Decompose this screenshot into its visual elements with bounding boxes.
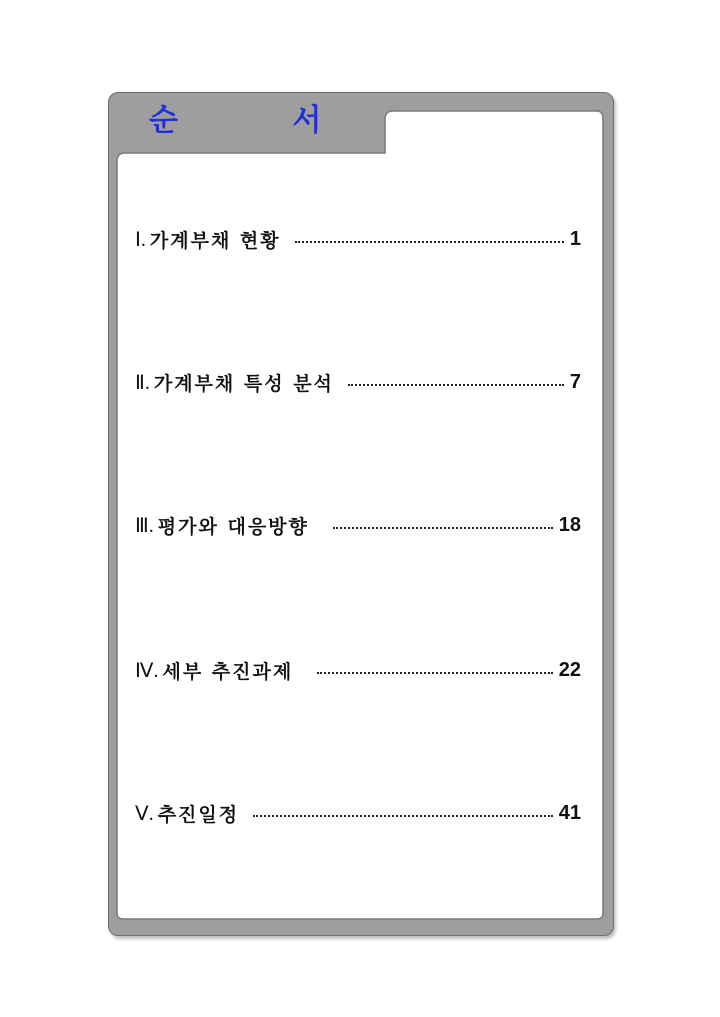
toc-entry-4[interactable]	[135, 655, 581, 685]
toc-entry-5[interactable]	[135, 798, 581, 828]
dot-leader	[333, 527, 553, 529]
toc-page-number: 41	[558, 801, 581, 824]
dot-leader	[295, 241, 564, 243]
toc-title: 평가와 대응방향	[157, 515, 309, 538]
toc-page-number: 18	[558, 513, 581, 536]
toc-numeral: Ⅲ.	[135, 514, 154, 537]
toc-page-number: 1	[569, 227, 581, 250]
toc-entry-2[interactable]	[135, 367, 581, 397]
toc-title: 가계부채 특성 분석	[153, 372, 334, 395]
toc-list	[109, 93, 613, 935]
toc-page-number: 7	[569, 370, 581, 393]
toc-entry-3[interactable]	[135, 510, 581, 540]
page-title: 순 서	[149, 103, 374, 138]
toc-entry-1[interactable]	[135, 224, 581, 254]
toc-numeral: Ⅳ.	[135, 659, 159, 682]
toc-page-number: 22	[558, 658, 581, 681]
dot-leader	[348, 384, 564, 386]
toc-numeral: Ⅱ.	[135, 371, 150, 394]
toc-title: 세부 추진과제	[162, 660, 294, 683]
toc-frame	[108, 92, 614, 936]
toc-numeral: Ⅰ.	[135, 228, 146, 251]
toc-title: 가계부채 현황	[149, 229, 281, 252]
dot-leader	[317, 672, 553, 674]
toc-title: 추진일정	[157, 803, 240, 826]
toc-numeral: Ⅴ.	[135, 802, 154, 825]
dot-leader	[253, 815, 553, 817]
